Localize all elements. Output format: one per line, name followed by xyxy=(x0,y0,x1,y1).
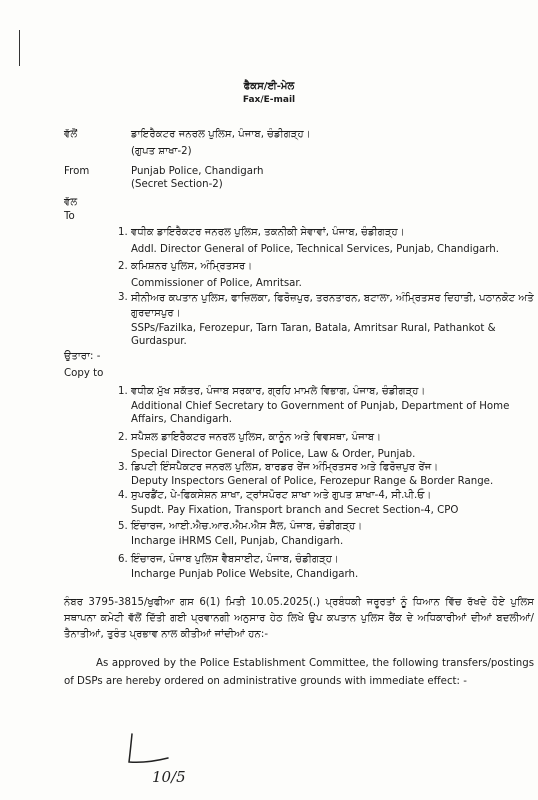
to-label-pa: ਵੱਲ xyxy=(64,197,78,208)
to-item-en: SSPs/Fazilka, Ferozepur, Tarn Taran, Batala, Amritsar Rural, Pathankot & Gurdaspur. xyxy=(131,323,496,348)
to-item-en: Addl. Director General of Police, Technical Services, Punjab, Chandigarh. xyxy=(131,244,499,255)
from-section-pa: (ਗੁਪਤ ਸ਼ਾਖਾ-2) xyxy=(131,146,192,157)
copy-item-number: 5. xyxy=(118,521,128,532)
copy-item-en: Additional Chief Secretary to Government of Punjab, Department of Home Affairs, Chandigarh. xyxy=(131,401,510,426)
order-paragraph-en-text: As approved by the Police Establishment Committee, the following transfers/postings of DSPs are hereby ordered on administrative grounds with immediate effect: - xyxy=(64,658,534,687)
to-item-number: 1. xyxy=(118,227,128,238)
copy-item-en: Incharge Punjab Police Website, Chandigarh. xyxy=(131,569,359,580)
handwritten-signature xyxy=(118,728,218,788)
from-label-pa: ਵੱਲੋਂ xyxy=(64,129,78,140)
order-paragraph-pa: ਨੰਬਰ 3795-3815/ਖੁਫੀਆ ਗਸ 6(1) ਮਿਤੀ 10.05.2025(.) ਪ੍ਰਬੰਧਕੀ ਜਰੂਰਤਾਂ ਨੂੰ ਧਿਆਨ ਵਿੱਚ ਰੱਖਦੇ ਹੋਏ ਪੁਲਿਸ ਸਥਾਪਨਾ ਕਮੇਟੀ ਵੱਲੋਂ ਦਿੱਤੀ ਗਈ ਪ੍ਰਵਾਨਗੀ ਅਨੁਸਾਰ ਹੇਠ ਲਿਖੇ ਉਪ ਕਪਤਾਨ ਪੁਲਿਸ ਰੈਂਕ ਦੇ ਅਧਿਕਾਰੀਆਂ ਦੀਆਂ ਬਦਲੀਆਂ/ਤੈਨਾਤੀਆਂ, ਤੁਰੰਤ ਪ੍ਰਭਾਵ ਨਾਲ ਕੀਤੀਆਂ ਜਾਂਦੀਆਂ ਹਨ:- xyxy=(64,597,534,640)
to-item-pa: ਕਮਿਸ਼ਨਰ ਪੁਲਿਸ, ਅੰਮ੍ਰਿਤਸਰ। xyxy=(131,261,253,272)
margin-mark xyxy=(19,30,20,66)
copy-label-en: Copy to xyxy=(64,368,104,379)
copy-item-en: Special Director General of Police, Law & Order, Punjab. xyxy=(131,449,416,460)
copy-item-pa: ਇੰਚਾਰਜ, ਪੰਜਾਬ ਪੁਲਿਸ ਵੈਬਸਾਈਟ, ਪੰਜਾਬ, ਚੰਡੀਗੜ੍ਹ। xyxy=(131,554,339,565)
to-item-pa: ਸੀਨੀਅਰ ਕਪਤਾਨ ਪੁਲਿਸ, ਫਾਜ਼ਿਲਕਾ, ਫਿਰੋਜ਼ਪੁਰ, ਤਰਨਤਾਰਨ, ਬਟਾਲਾ, ਅੰਮ੍ਰਿਤਸਰ ਦਿਹਾਤੀ, ਪਠਾਨਕੋਟ ਅਤੇ ਗੁਰਦਾਸਪੁਰ। xyxy=(131,293,534,320)
to-item-number: 3. xyxy=(118,292,128,303)
order-paragraph-en xyxy=(64,655,534,691)
copy-item-number: 6. xyxy=(118,554,128,565)
copy-item-pa: ਸੁਪਰਡੈਂਟ, ਪੇ-ਫਿਕਸੇਸ਼ਨ ਸ਼ਾਖਾ, ਟ੍ਰਾਂਸਪੋਰਟ ਸ਼ਾਖਾ ਅਤੇ ਗੁਪਤ ਸ਼ਾਖਾ-4, ਸੀ.ਪੀ.ਓ। xyxy=(131,490,432,501)
copy-item-en: Supdt. Pay Fixation, Transport branch and Secret Section-4, CPO xyxy=(131,505,459,516)
copy-item-number: 4. xyxy=(118,490,128,501)
copy-label-pa: ਉਤਾਰਾ: - xyxy=(64,351,101,362)
copy-item-en: Deputy Inspectors General of Police, Ferozepur Range & Border Range. xyxy=(131,476,494,487)
to-item-en: Commissioner of Police, Amritsar. xyxy=(131,278,302,289)
copy-item-number: 3. xyxy=(118,462,128,473)
signature-date: 10/5 xyxy=(152,768,186,786)
to-label-en: To xyxy=(64,211,75,222)
from-name-pa: ਡਾਇਰੈਕਟਰ ਜਨਰਲ ਪੁਲਿਸ, ਪੰਜਾਬ, ਚੰਡੀਗੜ੍ਹ। xyxy=(131,129,311,140)
copy-item-number: 1. xyxy=(118,386,128,397)
to-item-number: 2. xyxy=(118,261,128,272)
from-name-en: Punjab Police, Chandigarh xyxy=(131,166,264,177)
from-label-en: From xyxy=(64,166,90,177)
copy-item-pa: ਵਧੀਕ ਮੁੱਖ ਸਕੱਤਰ, ਪੰਜਾਬ ਸਰਕਾਰ, ਗ੍ਰਹਿ ਮਾਮਲੇ ਵਿਭਾਗ, ਪੰਜਾਬ, ਚੰਡੀਗੜ੍ਹ। xyxy=(131,386,426,397)
from-section-en: (Secret Section-2) xyxy=(131,179,223,190)
copy-item-pa: ਇੰਚਾਰਜ, ਆਈ.ਐਚ.ਆਰ.ਐਮ.ਐਸ ਸੈੱਲ, ਪੰਜਾਬ, ਚੰਡੀਗੜ੍ਹ। xyxy=(131,521,363,532)
copy-item-pa: ਡਿਪਟੀ ਇੰਸਪੈਕਟਰ ਜਨਰਲ ਪੁਲਿਸ, ਬਾਰਡਰ ਰੇਂਜ ਅੰਮ੍ਰਿਤਸਰ ਅਤੇ ਫਿਰੋਜ਼ਪੁਰ ਰੇਂਜ। xyxy=(131,462,439,473)
copy-item-pa: ਸਪੈਸ਼ਲ ਡਾਇਰੈਕਟਰ ਜਨਰਲ ਪੁਲਿਸ, ਕਾਨੂੰਨ ਅਤੇ ਵਿਵਸਥਾ, ਪੰਜਾਬ। xyxy=(131,432,382,443)
to-item-pa: ਵਧੀਕ ਡਾਇਰੈਕਟਰ ਜਨਰਲ ਪੁਲਿਸ, ਤਕਨੀਕੀ ਸੇਵਾਵਾਂ, ਪੰਜਾਬ, ਚੰਡੀਗੜ੍ਹ। xyxy=(131,227,405,238)
header-title-en: Fax/E-mail xyxy=(242,95,296,105)
header-title-pa: ਫੈਕਸ/ਈ-ਮੇਲ xyxy=(243,81,295,92)
copy-item-number: 2. xyxy=(118,432,128,443)
copy-item-en: Incharge iHRMS Cell, Punjab, Chandigarh. xyxy=(131,536,344,547)
